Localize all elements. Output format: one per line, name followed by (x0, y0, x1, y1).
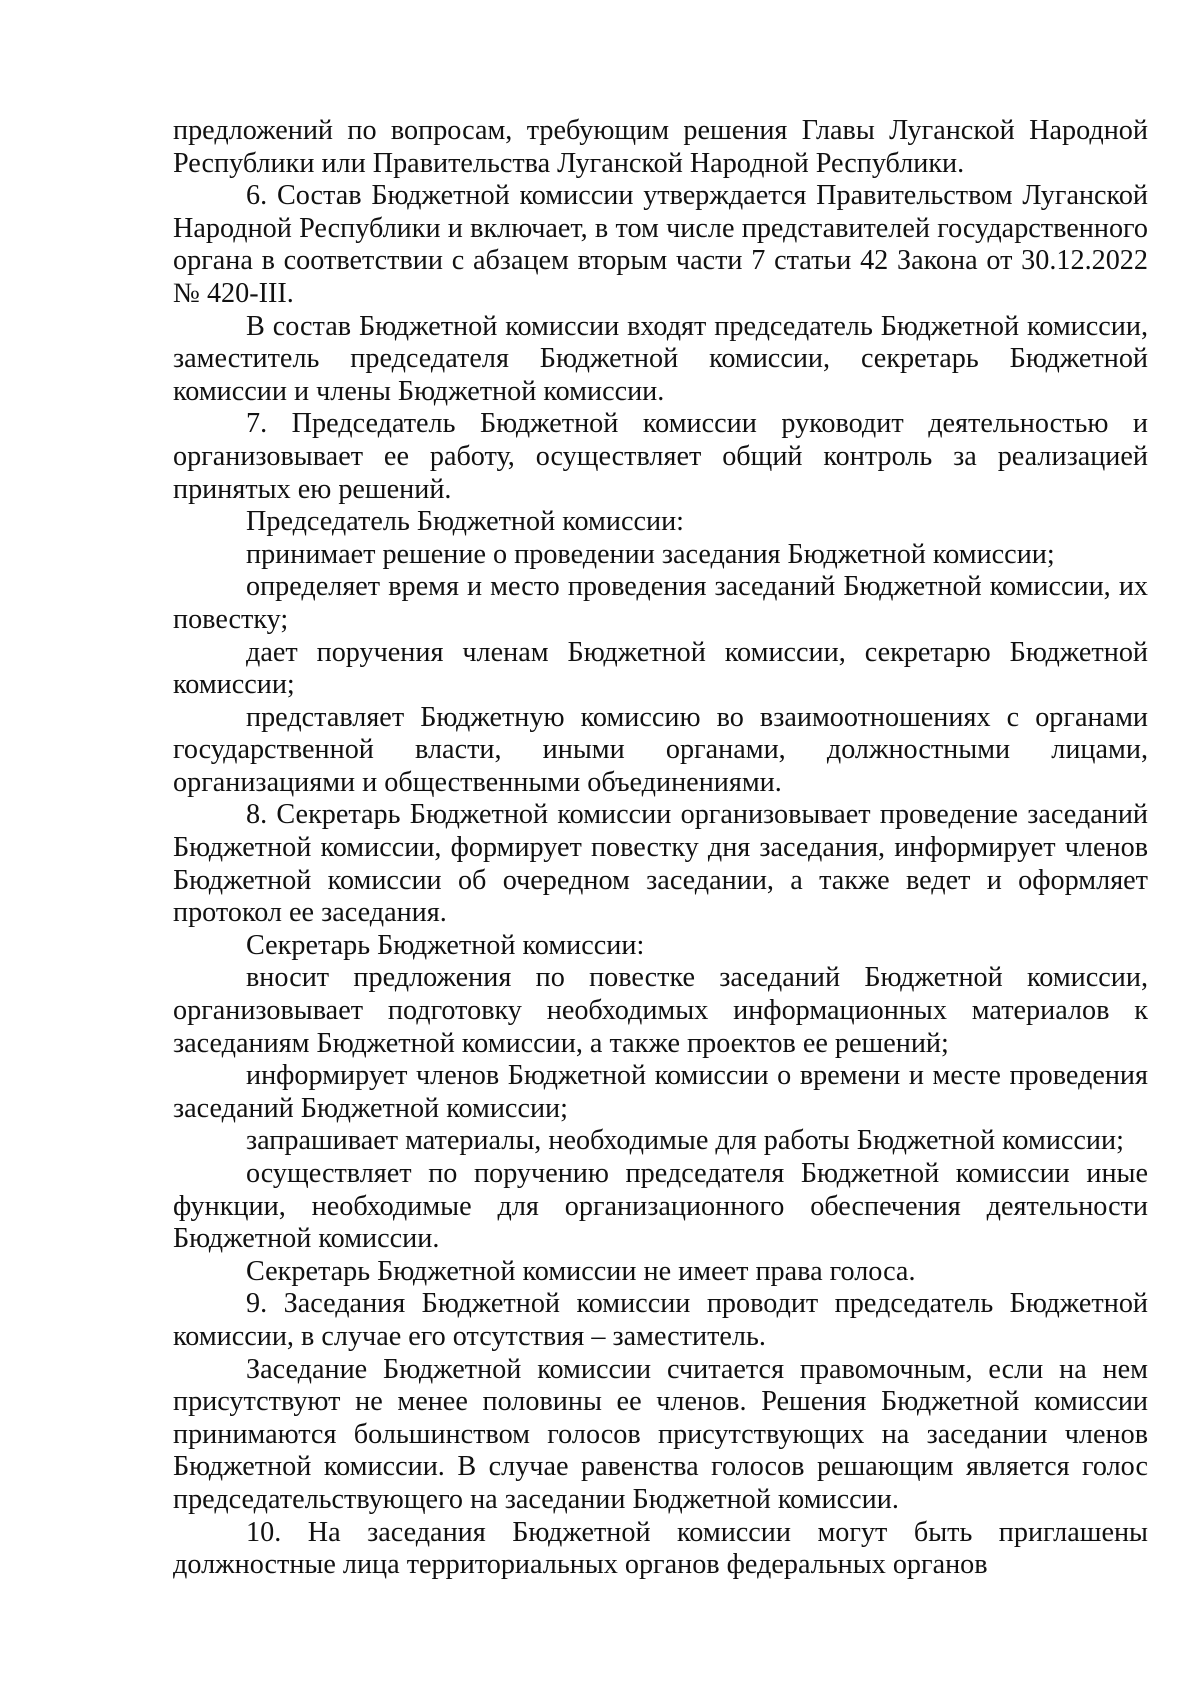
paragraph: 6. Состав Бюджетной комиссии утверждается Правительством Луганской Народной Республики и включает, в том числе представителей государственного органа в соответствии с абзацем вторым части 7 статьи 42 Закона от 30.12.2022 № 420-III. (173, 180, 1148, 309)
paragraph: принимает решение о проведении заседания Бюджетной комиссии; (246, 538, 1055, 570)
paragraph: определяет время и место проведения заседаний Бюджетной комиссии, их повестку; (173, 571, 1148, 635)
paragraph: Председатель Бюджетной комиссии: (246, 506, 685, 538)
paragraph: осуществляет по поручению председателя Бюджетной комиссии иные функции, необходимые для организационного обеспечения деятельности Бюджетной комиссии. (173, 1158, 1148, 1255)
paragraph: дает поручения членам Бюджетной комиссии, секретарю Бюджетной комиссии; (173, 636, 1148, 701)
paragraph: запрашивает материалы, необходимые для работы Бюджетной комиссии; (246, 1125, 1124, 1157)
paragraph: Секретарь Бюджетной комиссии: (246, 929, 645, 961)
paragraph: 7. Председатель Бюджетной комиссии руководит деятельностью и организовывает ее работу, осуществляет общий контроль за реализацией принятых ею решений. (173, 408, 1148, 505)
paragraph: 10. На заседания Бюджетной комиссии могут быть приглашены должностные лица территориальных органов федеральных органов (173, 1516, 1148, 1581)
paragraph: Заседание Бюджетной комиссии считается правомочным, если на нем присутствуют не менее половины ее членов. Решения Бюджетной комиссии принимаются большинством голосов присутствующих на заседании членов Бюджетной комиссии. В случае равенства голосов решающим является голос председательствующего на заседании Бюджетной комиссии. (173, 1353, 1148, 1515)
paragraph: предложений по вопросам, требующим решения Главы Луганской Народной Республики или Правительства Луганской Народной Республики. (173, 115, 1148, 179)
document-page (173, 115, 1148, 1582)
paragraph: В состав Бюджетной комиссии входят председатель Бюджетной комиссии, заместитель председателя Бюджетной комиссии, секретарь Бюджетной комиссии и члены Бюджетной комиссии. (173, 310, 1148, 407)
paragraph: информирует членов Бюджетной комиссии о времени и месте проведения заседаний Бюджетной комиссии; (173, 1060, 1148, 1124)
paragraph: вносит предложения по повестке заседаний Бюджетной комиссии, организовывает подготовку необходимых информационных материалов к заседаниям Бюджетной комиссии, а также проектов ее решений; (173, 962, 1148, 1059)
paragraph: 9. Заседания Бюджетной комиссии проводит председатель Бюджетной комиссии, в случае его отсутствия – заместитель. (173, 1288, 1148, 1352)
paragraph: представляет Бюджетную комиссию во взаимоотношениях с органами государственной власти, иными органами, должностными лицами, организациями и общественными объединениями. (173, 701, 1148, 798)
paragraph: 8. Секретарь Бюджетной комиссии организовывает проведение заседаний Бюджетной комиссии, формирует повестку дня заседания, информирует членов Бюджетной комиссии об очередном заседании, а также ведет и оформляет протокол ее заседания. (173, 799, 1148, 929)
paragraph: Секретарь Бюджетной комиссии не имеет права голоса. (246, 1255, 916, 1287)
